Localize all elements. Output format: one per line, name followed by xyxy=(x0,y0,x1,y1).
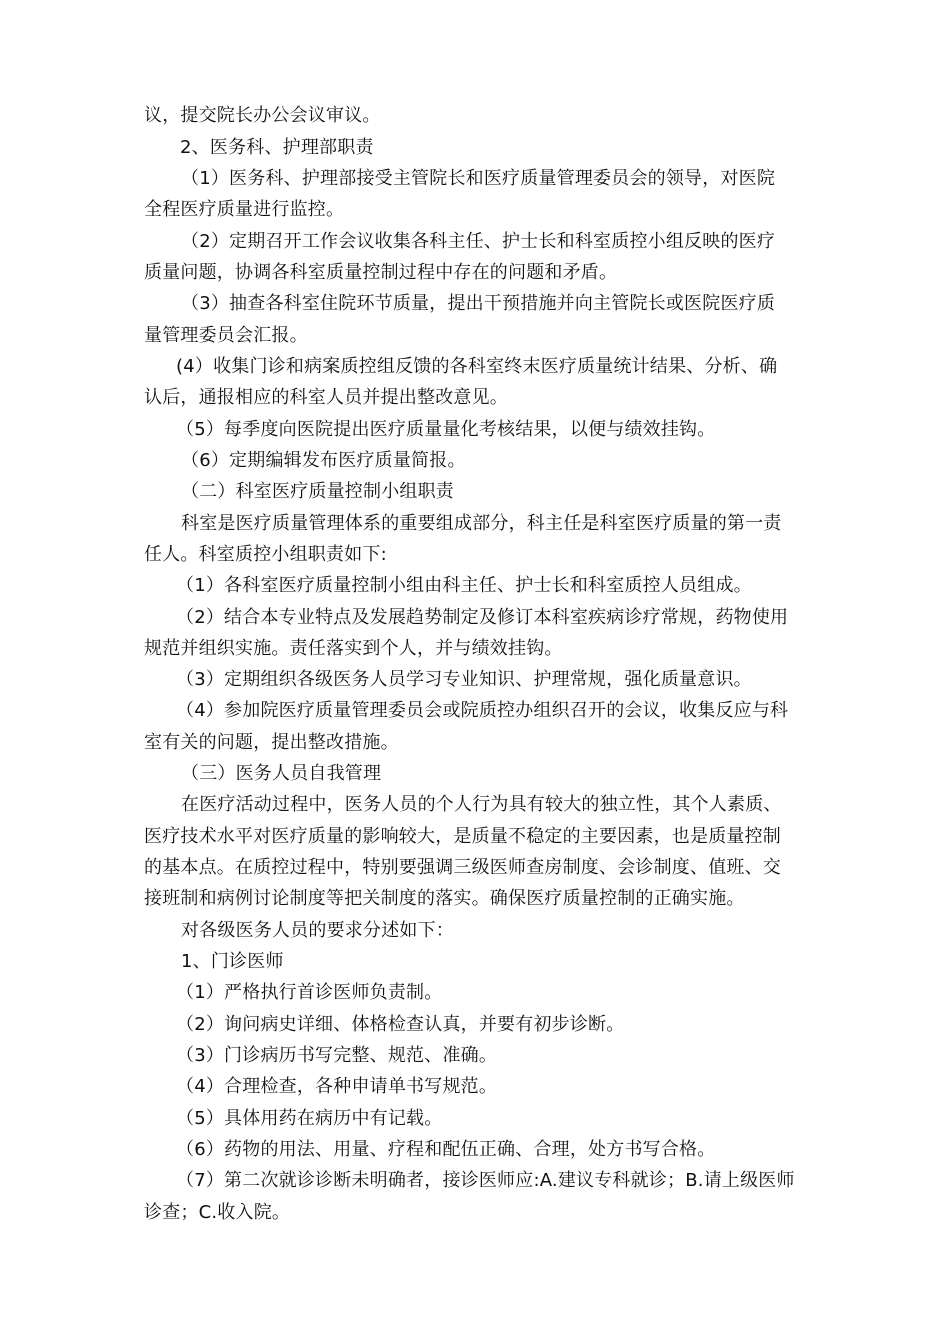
text-line: 认后，通报相应的科室人员并提出整改意见。 xyxy=(144,387,508,408)
list-item: （1）严格执行首诊医师负责制。 xyxy=(176,982,443,1003)
text-line: （4）参加院医疗质量管理委员会或院质控办组织召开的会议，收集反应与科 xyxy=(176,700,789,721)
list-item: （6）药物的用法、用量、疗程和配伍正确、合理，处方书写合格。 xyxy=(176,1139,716,1160)
text-line: 科室是医疗质量管理体系的重要组成部分，科主任是科室医疗质量的第一责 xyxy=(181,513,782,534)
list-item: （5）具体用药在病历中有记载。 xyxy=(176,1108,443,1129)
text-line: 任人。科室质控小组职责如下: xyxy=(144,544,387,565)
section-heading: 1、门诊医师 xyxy=(181,951,284,972)
text-line: （2）定期召开工作会议收集各科主任、护士长和科室质控小组反映的医疗 xyxy=(181,231,776,252)
section-heading: 2、医务科、护理部职责 xyxy=(180,137,374,158)
list-item: （4）合理检查，各种申请单书写规范。 xyxy=(176,1076,498,1097)
list-item: （7）第二次就诊诊断未明确者，接诊医师应:A.建议专科就诊；B.请上级医师 xyxy=(176,1170,795,1191)
text-line: 接班制和病例讨论制度等把关制度的落实。确保医疗质量控制的正确实施。 xyxy=(144,888,745,909)
list-item: （3）门诊病历书写完整、规范、准确。 xyxy=(176,1045,498,1066)
text-line: 对各级医务人员的要求分述如下： xyxy=(181,920,454,941)
text-line: 量管理委员会汇报。 xyxy=(144,325,308,346)
text-line: （3）抽查各科室住院环节质量，提出干预措施并向主管院长或医院医疗质 xyxy=(181,293,776,314)
section-heading: （三）医务人员自我管理 xyxy=(181,763,382,784)
text-line: （3）定期组织各级医务人员学习专业知识、护理常规，强化质量意识。 xyxy=(176,669,752,690)
text-line: （1）各科室医疗质量控制小组由科主任、护士长和科室质控人员组成。 xyxy=(176,575,752,596)
text-line: （5）每季度向医院提出医疗质量量化考核结果，以便与绩效挂钩。 xyxy=(176,419,716,440)
text-line: 议，提交院长办公会议审议。 xyxy=(144,105,381,126)
text-line: (4）收集门诊和病案质控组反馈的各科室终末医疗质量统计结果、分析、确 xyxy=(176,356,778,377)
text-line: 在医疗活动过程中，医务人员的个人行为具有较大的独立性，其个人素质、 xyxy=(181,794,782,815)
text-line: 诊查；C.收入院。 xyxy=(144,1202,291,1223)
text-line: （1）医务科、护理部接受主管院长和医疗质量管理委员会的领导，对医院 xyxy=(181,168,776,189)
text-line: 室有关的问题，提出整改措施。 xyxy=(144,732,399,753)
list-item: （2）询问病史详细、体格检查认真，并要有初步诊断。 xyxy=(176,1014,625,1035)
text-line: 质量问题，协调各科室质量控制过程中存在的问题和矛盾。 xyxy=(144,262,618,283)
text-line: 规范并组织实施。责任落实到个人，并与绩效挂钩。 xyxy=(144,638,563,659)
section-heading: （二）科室医疗质量控制小组职责 xyxy=(181,481,454,502)
text-line: 全程医疗质量进行监控。 xyxy=(144,199,345,220)
text-line: 医疗技术水平对医疗质量的影响较大，是质量不稳定的主要因素，也是质量控制 xyxy=(144,826,781,847)
text-line: （2）结合本专业特点及发展趋势制定及修订本科室疾病诊疗常规，药物使用 xyxy=(176,607,789,628)
text-line: （6）定期编辑发布医疗质量简报。 xyxy=(181,450,466,471)
text-line: 的基本点。在质控过程中，特别要强调三级医师查房制度、会诊制度、值班、交 xyxy=(144,857,781,878)
